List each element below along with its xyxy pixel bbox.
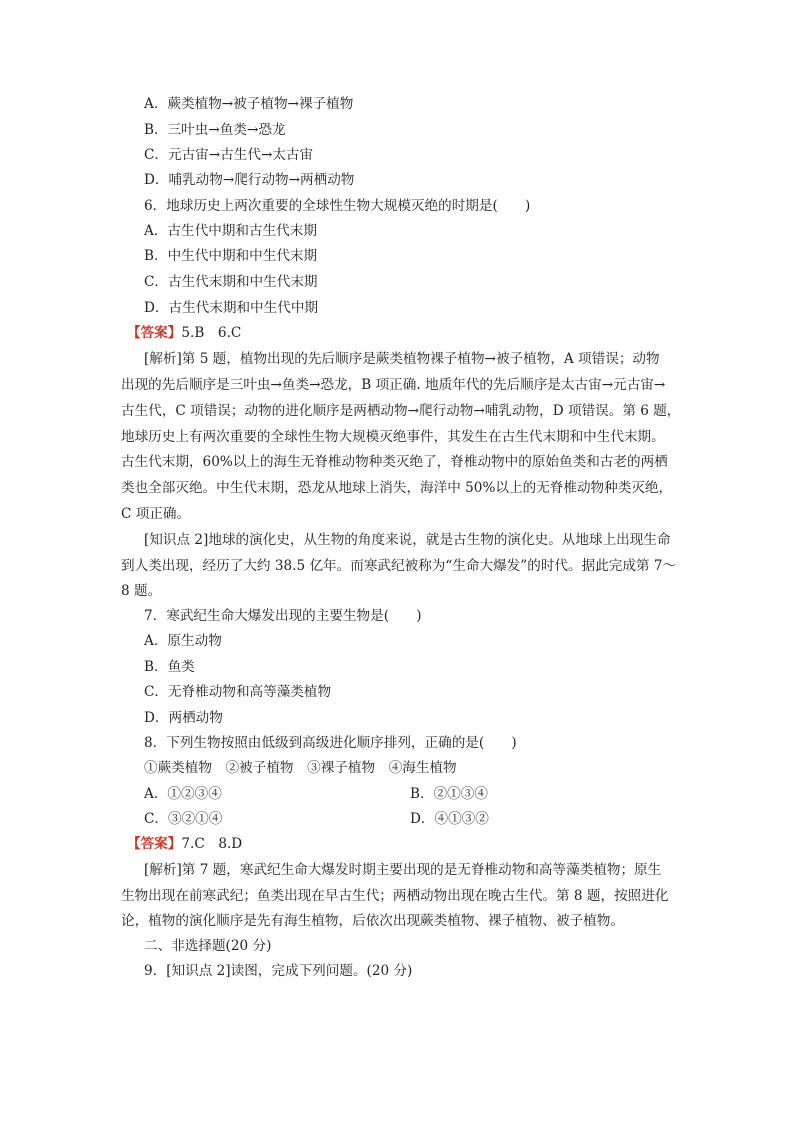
analysis1-line: [解析]第 5 题，植物出现的先后顺序是蕨类植物裸子植物→被子植物，A 项错误；动物 [144, 351, 660, 367]
analysis1-line: 出现的先后顺序是三叶虫→鱼类→恐龙，B 项正确. 地质年代的先后顺序是太古宙→元古宙→ [121, 377, 666, 393]
q8-option-b: B．②①③④ [410, 786, 488, 802]
section-heading: 二、非选择题(20 分) [144, 938, 272, 954]
answer-line-1 [127, 324, 241, 342]
q6-option-b: B．中生代中期和中生代末期 [144, 248, 318, 264]
analysis1-line: 古生代，C 项错误；动物的进化顺序是两栖动物→爬行动物→哺乳动物，D 项错误。第 6 题， [121, 403, 681, 419]
q6-stem: 6．地球历史上两次重要的全球性生物大规模灭绝的时期是( ) [144, 198, 531, 214]
q5-option-a: A．蕨类植物→被子植物→裸子植物 [144, 96, 354, 112]
q5-option-b: B．三叶虫→鱼类→恐龙 [144, 122, 286, 138]
q8-option-c: C．③②①④ [144, 811, 223, 827]
answer-line-2 [127, 835, 242, 853]
q7-option-d: D．两栖动物 [144, 710, 223, 726]
analysis1-line: 类也全部灭绝。中生代末期，恐龙从地球上消失，海洋中 50%以上的无脊椎动物种类灭绝， [121, 480, 673, 496]
q5-option-c: C．元古宙→古生代→太古宙 [144, 147, 314, 163]
q6-option-a: A．古生代中期和古生代末期 [144, 223, 317, 239]
q8-option-a: A．①②③④ [144, 786, 222, 802]
analysis2-line: 论，植物的演化顺序是先有海生植物，后依次出现蕨类植物、裸子植物、被子植物。 [121, 913, 624, 929]
analysis2-line: [解析]第 7 题，寒武纪生命大爆发时期主要出现的是无脊椎动物和高等藻类植物；原生 [144, 862, 662, 878]
q8-items: ①蕨类植物 ②被子植物 ③裸子植物 ④海生植物 [144, 760, 457, 776]
answer-tag: 【答案】 [127, 836, 182, 852]
analysis1-line: 地球历史上有两次重要的全球性生物大规模灭绝事件，其发生在古生代末期和中生代末期。 [121, 429, 665, 445]
knowledge2-line: 8 题。 [121, 583, 162, 599]
q8-stem: 8．下列生物按照由低级到高级进化顺序排列，正确的是( ) [144, 735, 517, 751]
q6-option-c: C．古生代末期和中生代末期 [144, 274, 318, 290]
q5-option-d: D．哺乳动物→爬行动物→两栖动物 [144, 172, 355, 188]
answer-text: 7.C 8.D [181, 836, 243, 852]
answer-text: 5.B 6.C [181, 325, 242, 341]
q7-option-a: A．原生动物 [144, 633, 222, 649]
q7-stem: 7．寒武纪生命大爆发出现的主要生物是( ) [144, 608, 422, 624]
knowledge2-line: [知识点 2]地球的演化史，从生物的角度来说，就是古生物的演化史。从地球上出现生命 [144, 532, 671, 548]
q7-option-c: C．无脊椎动物和高等藻类植物 [144, 684, 332, 700]
q9-stem: 9．[知识点 2]读图，完成下列问题。(20 分) [144, 963, 413, 979]
q8-option-d: D．④①③② [410, 811, 489, 827]
knowledge2-line: 到人类出现，经历了大约 38.5 亿年。而寒武纪被称为“生命大爆发”的时代。据此完成第 7～ [121, 558, 677, 574]
q7-option-b: B．鱼类 [144, 659, 195, 675]
answer-tag: 【答案】 [127, 325, 182, 341]
q6-option-d: D．古生代末期和中生代中期 [144, 300, 319, 316]
analysis1-line: 古生代末期，60%以上的海生无脊椎动物种类灭绝了，脊椎动物中的原始鱼类和古老的两栖 [121, 454, 668, 470]
analysis1-line: C 项正确。 [121, 506, 191, 522]
analysis2-line: 生物出现在前寒武纪；鱼类出现在早古生代；两栖动物出现在晚古生代。第 8 题，按照进化 [121, 888, 669, 904]
